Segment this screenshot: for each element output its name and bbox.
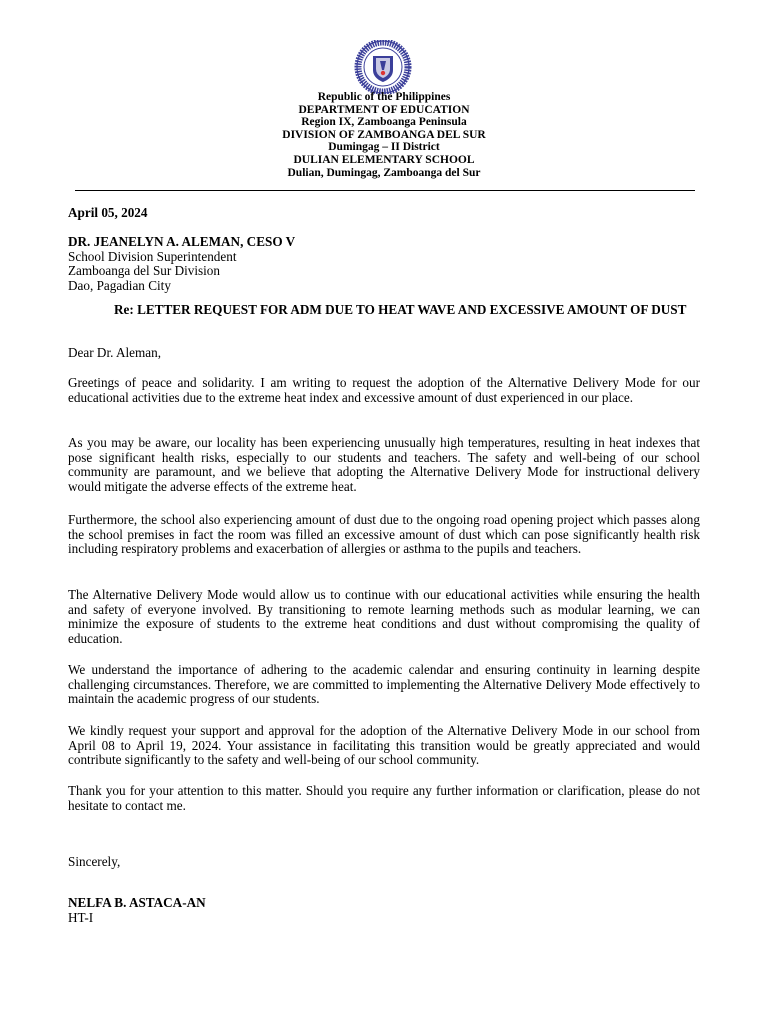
addressee-division: Zamboanga del Sur Division: [68, 263, 220, 279]
letter-subject: Re: LETTER REQUEST FOR ADM DUE TO HEAT WAVE AND EXCESSIVE AMOUNT OF DUST: [114, 302, 687, 317]
letterhead-department: DEPARTMENT OF EDUCATION: [298, 103, 470, 116]
addressee-block: [68, 235, 700, 293]
signer-position: HT-I: [68, 909, 94, 925]
letterhead-school: DULIAN ELEMENTARY SCHOOL: [293, 153, 475, 166]
letterhead-address: Dulian, Dumingag, Zamboanga del Sur: [287, 166, 481, 179]
addressee-address: Dao, Pagadian City: [68, 277, 171, 293]
body-paragraph: Furthermore, the school also experiencing amount of dust due to the ongoing road opening project which passes along the school premises in fact the room was filled an excessive amount of dust which can pose significantly health risk including respiratory problems and exacerbation of allergies or asthma to the pupils and teachers.: [68, 512, 700, 557]
addressee-title: School Division Superintendent: [68, 248, 237, 264]
body-paragraph: The Alternative Delivery Mode would allow us to continue with our educational activities while ensuring the health and safety of everyone involved. By transitioning to remote learning methods such as modular learning, we can minimize the exposure of students to the extreme heat conditions and dust without compromising the quality of education.: [68, 587, 700, 646]
body-paragraph: Greetings of peace and solidarity. I am writing to request the adoption of the Alternative Delivery Mode for our educational activities due to the extreme heat index and excessive amount of dust experienced in our place.: [68, 375, 700, 405]
letterhead-district: Dumingag – II District: [328, 141, 440, 154]
body-paragraph: Thank you for your attention to this matter. Should you require any further information or clarification, please do not hesitate to contact me.: [68, 783, 700, 813]
letterhead-country: Republic of the Philippines: [317, 91, 451, 103]
body-paragraph: As you may be aware, our locality has been experiencing unusually high temperatures, resulting in heat indexes that pose significant health risks, especially to our students and teachers. The safety and well-being of our school community are paramount, and we believe that adopting the Alternative Delivery Mode for instructional delivery would mitigate the adverse effects of the extreme heat.: [68, 435, 700, 494]
deped-seal-logo: [351, 40, 415, 94]
letter-salutation: Dear Dr. Aleman,: [68, 345, 162, 360]
body-paragraph: We understand the importance of adhering to the academic calendar and ensuring continuity in learning despite challenging circumstances. Therefore, we are committed to implementing the Alternative Delivery Mode effectively to maintain the academic progress of our students.: [68, 662, 700, 707]
letterhead-region: Region IX, Zamboanga Peninsula: [301, 116, 467, 129]
addressee-name: DR. JEANELYN A. ALEMAN, CESO V: [68, 234, 296, 249]
letterhead-division: DIVISION OF ZAMBOANGA DEL SUR: [282, 128, 486, 141]
signature-block: [68, 896, 700, 925]
letter-closing: Sincerely,: [68, 854, 121, 869]
letter-date: April 05, 2024: [68, 205, 148, 220]
letterhead: [0, 91, 768, 179]
body-paragraph: We kindly request your support and approval for the adoption of the Alternative Delivery Mode in our school from April 08 to April 19, 2024. Your assistance in facilitating this transition would be greatly appreciated and would contribute significantly to the safety and well-being of our school community.: [68, 723, 700, 768]
header-divider: [75, 190, 695, 191]
signer-name: NELFA B. ASTACA-AN: [68, 895, 206, 910]
